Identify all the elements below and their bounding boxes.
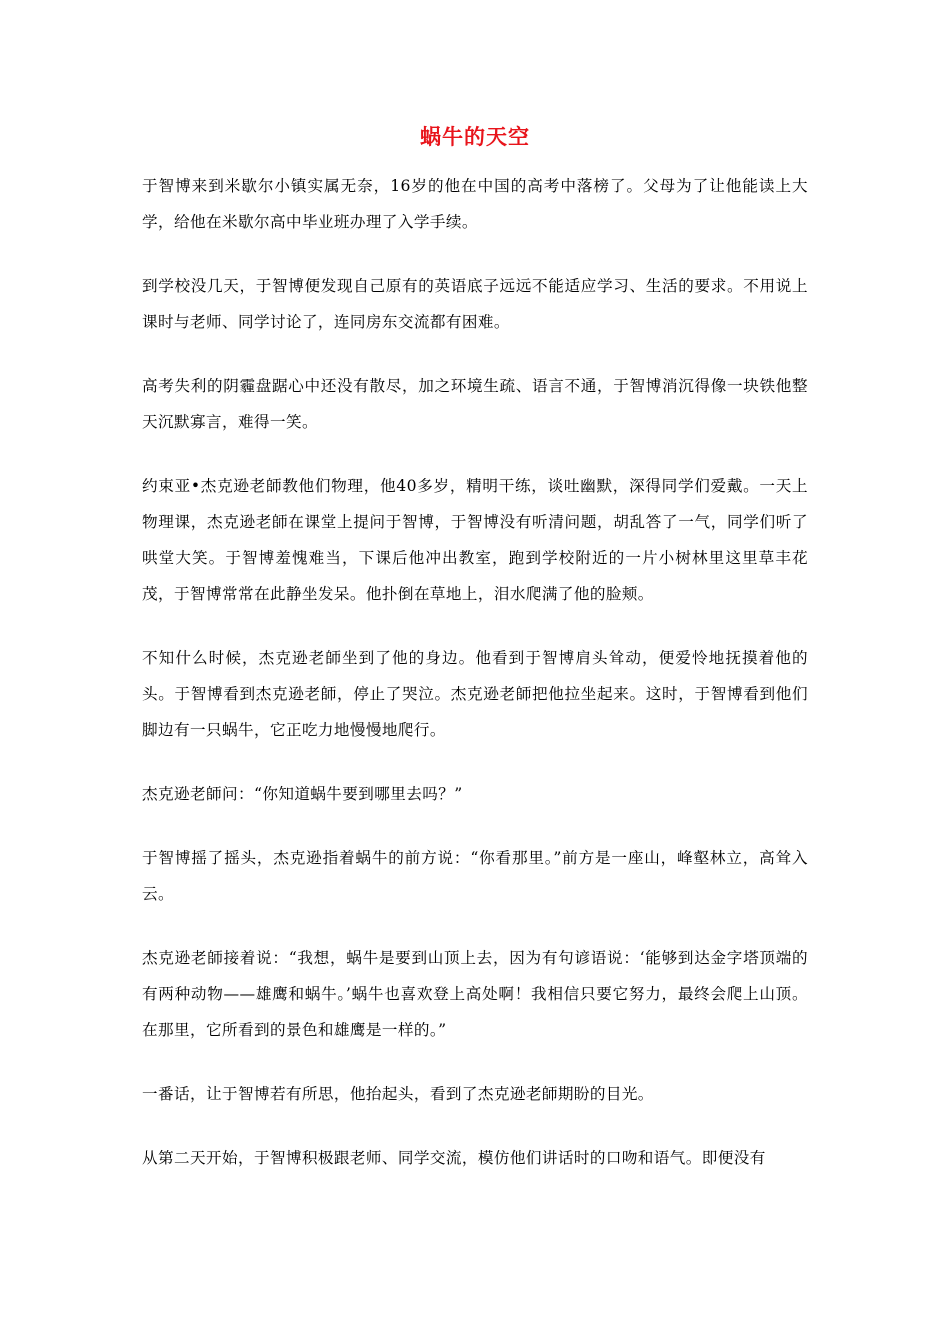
article-body: [142, 118, 808, 1176]
paragraph-4: 约束亚•杰克逊老師教他们物理，他40多岁，精明干练，谈吐幽默，深得同学们爱戴。一天上物理课，杰克逊老師在课堂上提问于智博，于智博没有听清问题，胡乱答了一气，同学们听了哄堂大笑。于智博羞愧难当，下课后他冲出教室，跑到学校附近的一片小树林里这里草丰花茂，于智博常常在此静坐发呆。他扑倒在草地上，泪水爬满了他的脸颊。: [142, 477, 808, 603]
article-title: 蜗牛的天空: [420, 125, 530, 149]
paragraph-6: 杰克逊老師问：“你知道蜗牛要到哪里去吗？”: [142, 785, 463, 803]
paragraph-7: 于智博摇了摇头，杰克逊指着蜗牛的前方说：“你看那里。”前方是一座山，峰壑林立，高耸入云。: [142, 849, 808, 903]
paragraph-1: 于智博来到米歇尔小镇实属无奈，16岁的他在中国的高考中落榜了。父母为了让他能读上大学，给他在米歇尔高中毕业班办理了入学手续。: [142, 177, 808, 231]
paragraph-2: 到学校没几天，于智博便发现自己原有的英语底子远远不能适应学习、生活的要求。不用说上课时与老师、同学讨论了，连同房东交流都有困难。: [142, 277, 808, 331]
paragraph-8: 杰克逊老師接着说：“我想，蜗牛是要到山顶上去，因为有句谚语说：‘能够到达金字塔顶端的有两种动物——雄鹰和蜗牛。’蜗牛也喜欢登上高处啊！我相信只要它努力，最终会爬上山顶。在那里，它所看到的景色和雄鹰是一样的。”: [142, 949, 808, 1039]
paragraph-5: 不知什么时候，杰克逊老師坐到了他的身边。他看到于智博肩头耸动，便爱怜地抚摸着他的头。于智博看到杰克逊老師，停止了哭泣。杰克逊老師把他拉坐起来。这时，于智博看到他们脚边有一只蜗牛，它正吃力地慢慢地爬行。: [142, 649, 808, 739]
paragraph-3: 高考失利的阴霾盘踞心中还没有散尽，加之环境生疏、语言不通，于智博消沉得像一块铁他整天沉默寡言，难得一笑。: [142, 377, 808, 431]
paragraph-10: 从第二天开始，于智博积极跟老师、同学交流，模仿他们讲话时的口吻和语气。即便没有: [142, 1149, 766, 1167]
paragraph-9: 一番话，让于智博若有所思，他抬起头，看到了杰克逊老師期盼的目光。: [142, 1085, 654, 1103]
